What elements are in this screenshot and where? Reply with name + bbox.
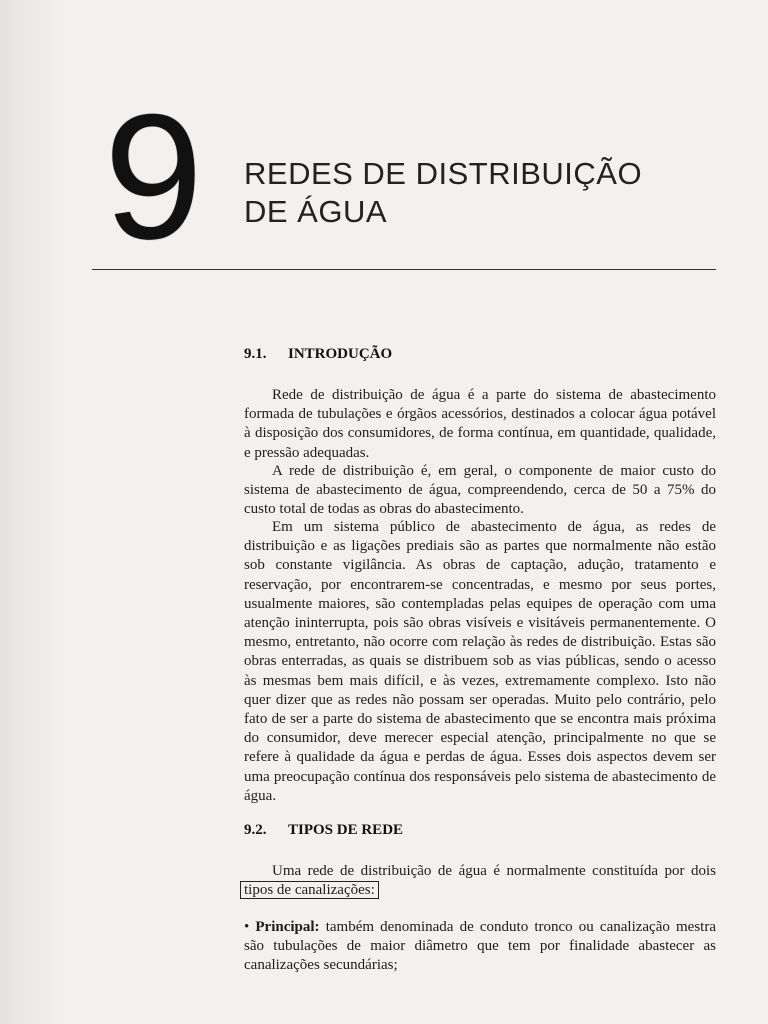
boxed-phrase: tipos de canalizações: [240,881,379,899]
section-number: 9.2. [244,822,267,838]
intro-paragraph-2 [244,462,716,520]
section-number: 9.1. [244,346,267,362]
section-title: TIPOS DE REDE [288,822,404,838]
chapter-number: 9 [104,77,199,276]
paragraph-text: Em um sistema público de abastecimento de água, as redes de distribuição e as ligações prediais são as partes que normalmente não estão sob constante vigilância. As obras de captação, adução, tratamento e reservação, por encontrarem-se concentradas, e mesmo por seus portes, usualmente maiores, são contempladas pelas equipes de operação com uma atenção ininterrupta, pois são obras visíveis e visitáveis permanentemente. O mesmo, entretanto, não ocorre com relação às redes de distribuição. Estas são obras enterradas, as quais se distribuem sob as vias públicas, sendo o acesso às mesmas bem mais difícil, e às vezes, extremamente complexo. Isto não quer dizer que as redes não possam ser operadas. Muito pelo contrário, pelo fato de ser a parte do sistema de abastecimento que se encontra mais próxima do consumidor, deve merecer especial atenção, principalmente no que se refere à qualidade da água e perdas de água. Esses dois aspectos devem ser uma preocupação contínua dos responsáveis pelo sistema de abastecimento de água. [244,519,716,804]
bullet-label: Principal: [255,919,320,935]
intro-paragraph-1 [244,386,716,463]
section-title: INTRODUÇÃO [288,346,393,362]
chapter-title-line1: REDES DE DISTRIBUIÇÃO [244,156,643,191]
paragraph-text: Rede de distribuição de água é a parte do sistema de abastecimento formada de tubulações e órgãos acessórios, destinados a colocar água potável à disposição dos consumidores, de forma contínua, em quantidade, qualidade, e pressão adequadas. [244,387,716,461]
title-divider [92,269,716,270]
scan-shadow [0,0,60,1024]
section-heading-introducao [244,346,392,363]
tipos-paragraph [244,862,716,900]
intro-paragraph-3 [244,518,716,806]
chapter-title [244,155,724,231]
bullet-text: também denominada de conduto tronco ou canalização mestra são tubulações de maior diâmetro que tem por finalidade abastecer as canalizações secundárias; [244,919,716,974]
paragraph-text: Uma rede de distribuição de água é normalmente constituída por dois [272,863,716,879]
section-heading-tipos-de-rede [244,822,403,839]
paragraph-text: A rede de distribuição é, em geral, o componente de maior custo do sistema de abastecimento de água, compreendendo, cerca de 50 a 75% do custo total de todas as obras do abastecimento. [244,463,716,518]
bullet-principal: • Principal: também denominada de conduto tronco ou canalização mestra são tubulações de maior diâmetro que tem por finalidade abastecer as canalizações secundárias; [244,919,716,974]
chapter-title-line2: DE ÁGUA [244,194,388,229]
